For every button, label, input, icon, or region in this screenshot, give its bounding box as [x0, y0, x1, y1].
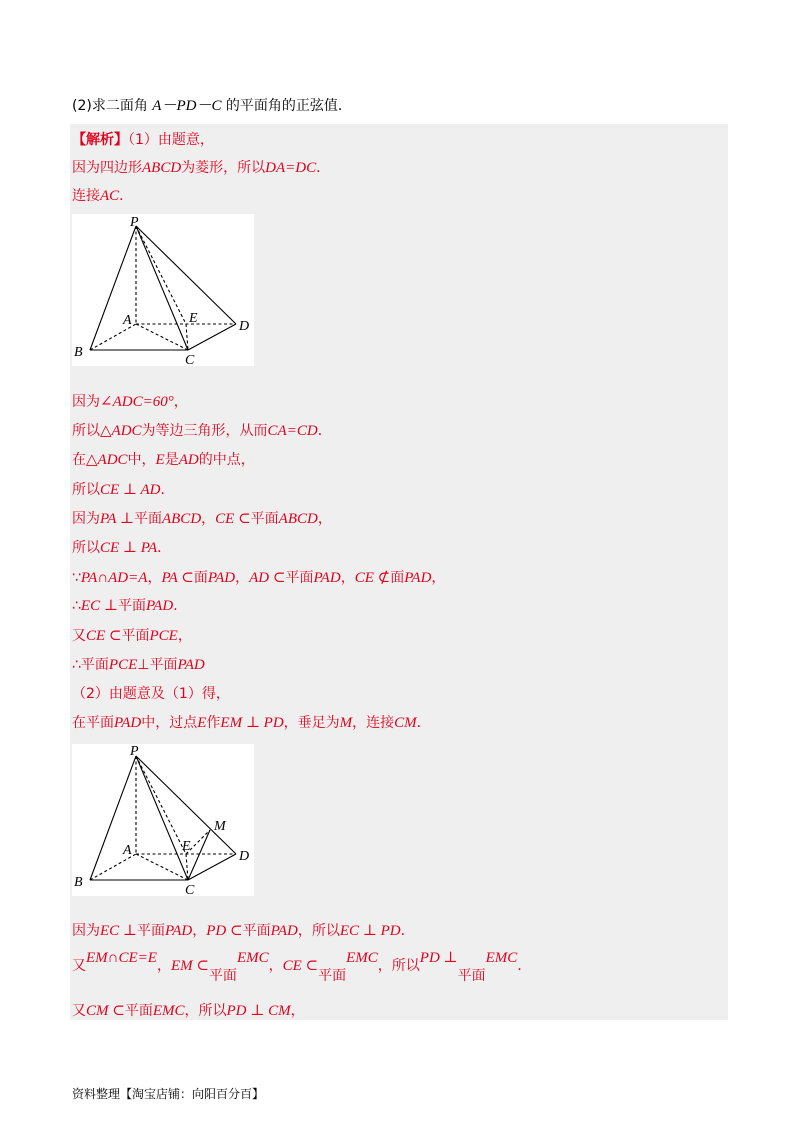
- label-E: E: [189, 311, 198, 326]
- label-C: C: [185, 353, 195, 366]
- question-line: [72, 95, 352, 117]
- solution-line-16: 因为EC ⊥平面PAD，PD ⊂平面PAD，所以EC ⊥ PD．: [72, 923, 415, 939]
- edge-CM: [188, 830, 210, 880]
- edge-PB: [90, 756, 136, 880]
- solution-line-4: 因为∠ADC=60°，: [72, 394, 188, 410]
- label-A: A: [123, 843, 132, 858]
- label-P: P: [130, 215, 139, 230]
- solution-line-6: 在△ADC中，E是AD的中点，: [72, 452, 255, 468]
- solution-line-1: 【解析】（1）由题意，: [72, 132, 214, 148]
- edge-CD: [188, 324, 236, 350]
- footer-text: 资料整理【淘宝店铺：向阳百分百】: [72, 1087, 265, 1101]
- solution-line-14: （2）由题意及（1）得，: [72, 686, 230, 702]
- pyramid-figure-2: [72, 744, 254, 896]
- solution-line-3: 连接AC．: [72, 188, 134, 204]
- pyramid-diagram-1: [72, 214, 254, 366]
- label-D: D: [239, 319, 250, 334]
- solution-line-17: 又EM∩CE=E，EM ⊂平面EMC，CE ⊂平面EMC，所以PD ⊥平面EMC．: [72, 950, 532, 984]
- edge-AC: [136, 854, 188, 880]
- solution-line-18: 又CM ⊂平面EMC，所以PD ⊥ CM，: [72, 1003, 305, 1019]
- edge-PB: [90, 226, 136, 350]
- label-D: D: [239, 849, 250, 864]
- solution-line-2: 因为四边形ABCD为菱形，所以DA=DC．: [72, 160, 331, 176]
- solution-panel: [70, 124, 728, 1020]
- label-C: C: [185, 883, 195, 896]
- edge-CD: [188, 854, 236, 880]
- solution-line-9: 所以CE ⊥ PA．: [72, 540, 172, 556]
- question-prefix: (2)求二面角: [72, 98, 148, 114]
- solution-line-12: 又CE ⊂平面PCE，: [72, 628, 192, 644]
- solution-line-7: 所以CE ⊥ AD．: [72, 482, 175, 498]
- question-suffix: 的平面角的正弦值．: [225, 98, 352, 114]
- edge-PD: [136, 226, 236, 324]
- solution-line-15: 在平面PAD中，过点E作EM ⊥ PD，垂足为M，连接CM．: [72, 715, 431, 731]
- pyramid-figure-1: [72, 214, 254, 366]
- dihedral-angle: A－PD－C: [152, 98, 222, 114]
- solution-line-5: 所以△ADC为等边三角形，从而CA=CD．: [72, 423, 332, 439]
- solution-line-13: ∴平面PCE⊥平面PAD: [72, 657, 205, 673]
- solution-line-11: ∴EC ⊥平面PAD．: [72, 598, 188, 614]
- label-B: B: [74, 875, 83, 890]
- edge-AC: [136, 324, 188, 350]
- label-B: B: [74, 345, 83, 360]
- edge-PC: [136, 226, 188, 350]
- analysis-header: 【解析】: [72, 132, 128, 148]
- edge-PC: [136, 756, 188, 880]
- edge-PE: [136, 756, 186, 854]
- edge-PE: [136, 226, 186, 324]
- label-A: A: [123, 313, 132, 328]
- label-E: E: [182, 839, 191, 854]
- label-P: P: [130, 744, 139, 759]
- pyramid-diagram-2: [72, 744, 254, 896]
- solution-line-10: ∵PA∩AD=A，PA ⊂面PAD，AD ⊂平面PAD，CE ⊄面PAD，: [72, 570, 446, 586]
- solution-line-8: 因为PA ⊥平面ABCD，CE ⊂平面ABCD，: [72, 511, 332, 527]
- label-M: M: [214, 819, 226, 834]
